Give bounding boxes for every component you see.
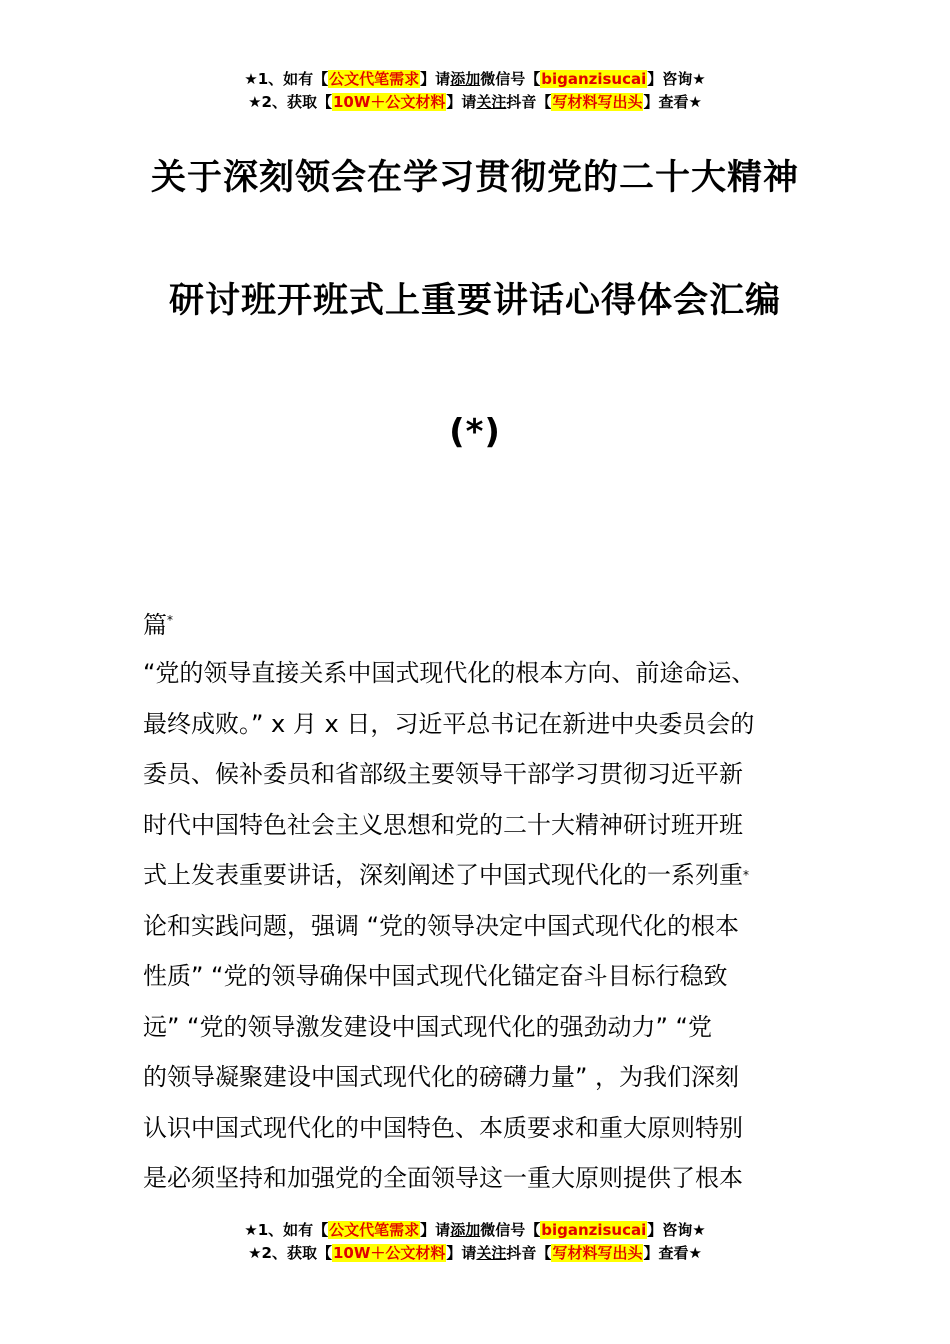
section-mark: *: [167, 613, 173, 627]
banner-text: ★1、如有【: [244, 70, 329, 88]
highlight-service: 公文代笔需求: [329, 1221, 420, 1239]
footer-banner: [0, 1219, 950, 1265]
banner-text: ★2、获取【: [248, 1244, 332, 1262]
body-line: 最终成败。” x 月 x 日，习近平总书记在新进中央委员会的: [143, 709, 755, 738]
banner-line-1: [0, 1219, 950, 1242]
banner-emphasis: 添加: [450, 1221, 481, 1239]
highlight-service: 公文代笔需求: [329, 70, 420, 88]
banner-emphasis: 添加: [450, 70, 481, 88]
banner-text: 】查看★: [643, 93, 702, 111]
banner-text: 微信号【: [480, 70, 541, 88]
banner-emphasis: 关注: [476, 1244, 507, 1262]
body-line-text: 式上发表重要讲话，深刻阐述了中国式现代化的一系列重: [143, 861, 743, 889]
section-label: [143, 605, 173, 640]
body-line: 性质” “党的领导确保中国式现代化锚定奋斗目标行稳致: [143, 962, 728, 990]
highlight-materials: 10W＋公文材料: [332, 1244, 446, 1262]
banner-text: 】查看★: [643, 1244, 702, 1262]
banner-text: 抖音【: [506, 1244, 552, 1262]
banner-emphasis: 关注: [476, 93, 507, 111]
banner-text: 】咨询★: [647, 1221, 706, 1239]
banner-line-2: [0, 1242, 950, 1265]
body-line: 远” “党的领导激发建设中国式现代化的强劲动力” “党: [143, 1012, 712, 1041]
body-line: 时代中国特色社会主义思想和党的二十大精神研讨班开班: [143, 810, 743, 839]
body-line: 认识中国式现代化的中国特色、本质要求和重大原则特别: [143, 1113, 743, 1142]
body-line: 的领导凝聚建设中国式现代化的磅礴力量” ，为我们深刻: [143, 1063, 740, 1091]
highlight-douyin: 写材料写出头: [552, 93, 643, 111]
highlight-wechat-id: biganzisucai: [541, 70, 647, 88]
highlight-materials: 10W＋公文材料: [332, 93, 446, 111]
banner-text: 】请: [420, 70, 451, 88]
body-line-5: [143, 850, 811, 901]
body-line: 委员、候补委员和省部级主要领导干部学习贯彻习近平新: [143, 760, 743, 788]
body-mark: *: [743, 868, 749, 882]
body-line: “党的领导直接关系中国式现代化的根本方向、前途命运、: [143, 659, 756, 687]
body-paragraph: [143, 648, 811, 1204]
banner-text: ★2、获取【: [248, 93, 332, 111]
section-label-text: 篇: [143, 611, 167, 639]
banner-text: 】请: [446, 1244, 477, 1262]
header-banner: [0, 68, 950, 114]
body-line: 是必须坚持和加强党的全面领导这一重大原则提供了根本: [143, 1164, 743, 1192]
body-line: 论和实践问题，强调 “党的领导决定中国式现代化的根本: [143, 911, 740, 940]
banner-text: ★1、如有【: [244, 1221, 329, 1239]
banner-line-2: [0, 91, 950, 114]
banner-text: 】请: [420, 1221, 451, 1239]
banner-text: 】咨询★: [647, 70, 706, 88]
document-title-line-2: 研讨班开班式上重要讲话心得体会汇编: [168, 281, 781, 321]
banner-text: 微信号【: [480, 1221, 541, 1239]
highlight-douyin: 写材料写出头: [552, 1244, 643, 1262]
banner-text: 抖音【: [506, 93, 552, 111]
document-title-line-1: 关于深刻领会在学习贯彻党的二十大精神: [150, 158, 799, 198]
banner-line-1: [0, 68, 950, 91]
document-title-line-3: (*): [449, 412, 501, 452]
highlight-wechat-id: biganzisucai: [541, 1221, 647, 1239]
banner-text: 】请: [446, 93, 477, 111]
